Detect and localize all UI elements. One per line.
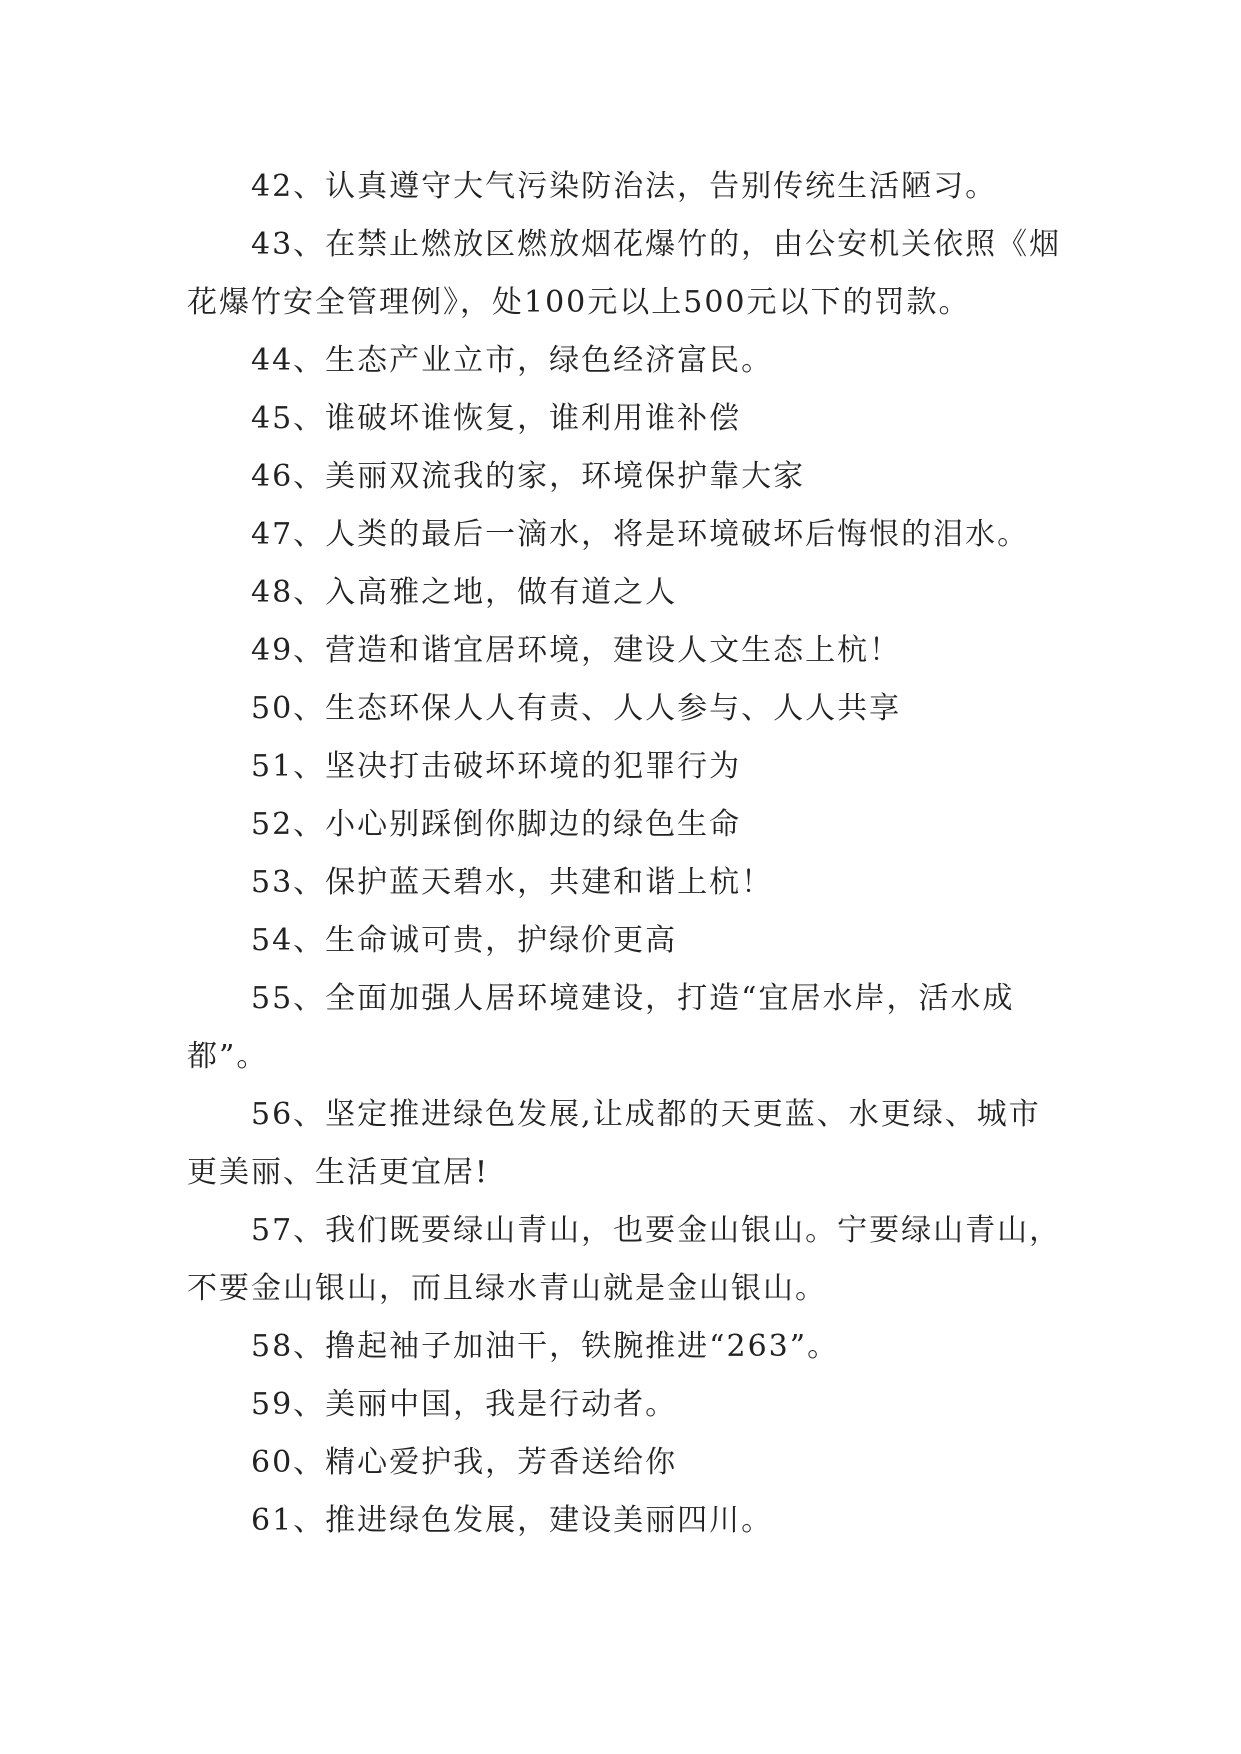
list-item: 51、坚决打击破坏环境的犯罪行为 (251, 749, 742, 784)
list-item: 47、人类的最后一滴水，将是环境破坏后悔恨的泪水。 (251, 517, 1030, 552)
list-item: 61、推进绿色发展，建设美丽四川。 (251, 1503, 774, 1538)
slogan-list (187, 158, 1067, 1550)
list-item: 55、全面加强人居环境建设，打造“宜居水岸，活水成都”。 (187, 981, 1015, 1074)
list-item: 44、生态产业立市，绿色经济富民。 (251, 343, 774, 378)
list-item: 48、入高雅之地，做有道之人 (251, 575, 678, 610)
list-item: 57、我们既要绿山青山，也要金山银山。宁要绿山青山，不要金山银山，而且绿水青山就是金山银山。 (187, 1213, 1062, 1306)
list-item: 52、小心别踩倒你脚边的绿色生命 (251, 807, 742, 842)
list-item: 50、生态环保人人有责、人人参与、人人共享 (251, 691, 902, 726)
list-item: 53、保护蓝天碧水，共建和谐上杭！ (251, 865, 774, 900)
list-item: 45、谁破坏谁恢复，谁利用谁补偿 (251, 401, 742, 436)
list-item: 43、在禁止燃放区燃放烟花爆竹的，由公安机关依照《烟花爆竹安全管理例》，处100元以上500元以下的罚款。 (187, 227, 1062, 320)
list-item: 49、营造和谐宜居环境，建设人文生态上杭！ (251, 633, 902, 668)
list-item: 54、生命诚可贵，护绿价更高 (251, 923, 678, 958)
list-item: 46、美丽双流我的家，环境保护靠大家 (251, 459, 806, 494)
list-item: 58、撸起袖子加油干，铁腕推进“263”。 (251, 1329, 840, 1364)
list-item: 59、美丽中国，我是行动者。 (251, 1387, 678, 1422)
list-item: 56、坚定推进绿色发展,让成都的天更蓝、水更绿、城市更美丽、生活更宜居! (187, 1097, 1041, 1190)
list-item: 42、认真遵守大气污染防治法，告别传统生活陋习。 (251, 169, 998, 204)
list-item: 60、精心爱护我，芳香送给你 (251, 1445, 678, 1480)
